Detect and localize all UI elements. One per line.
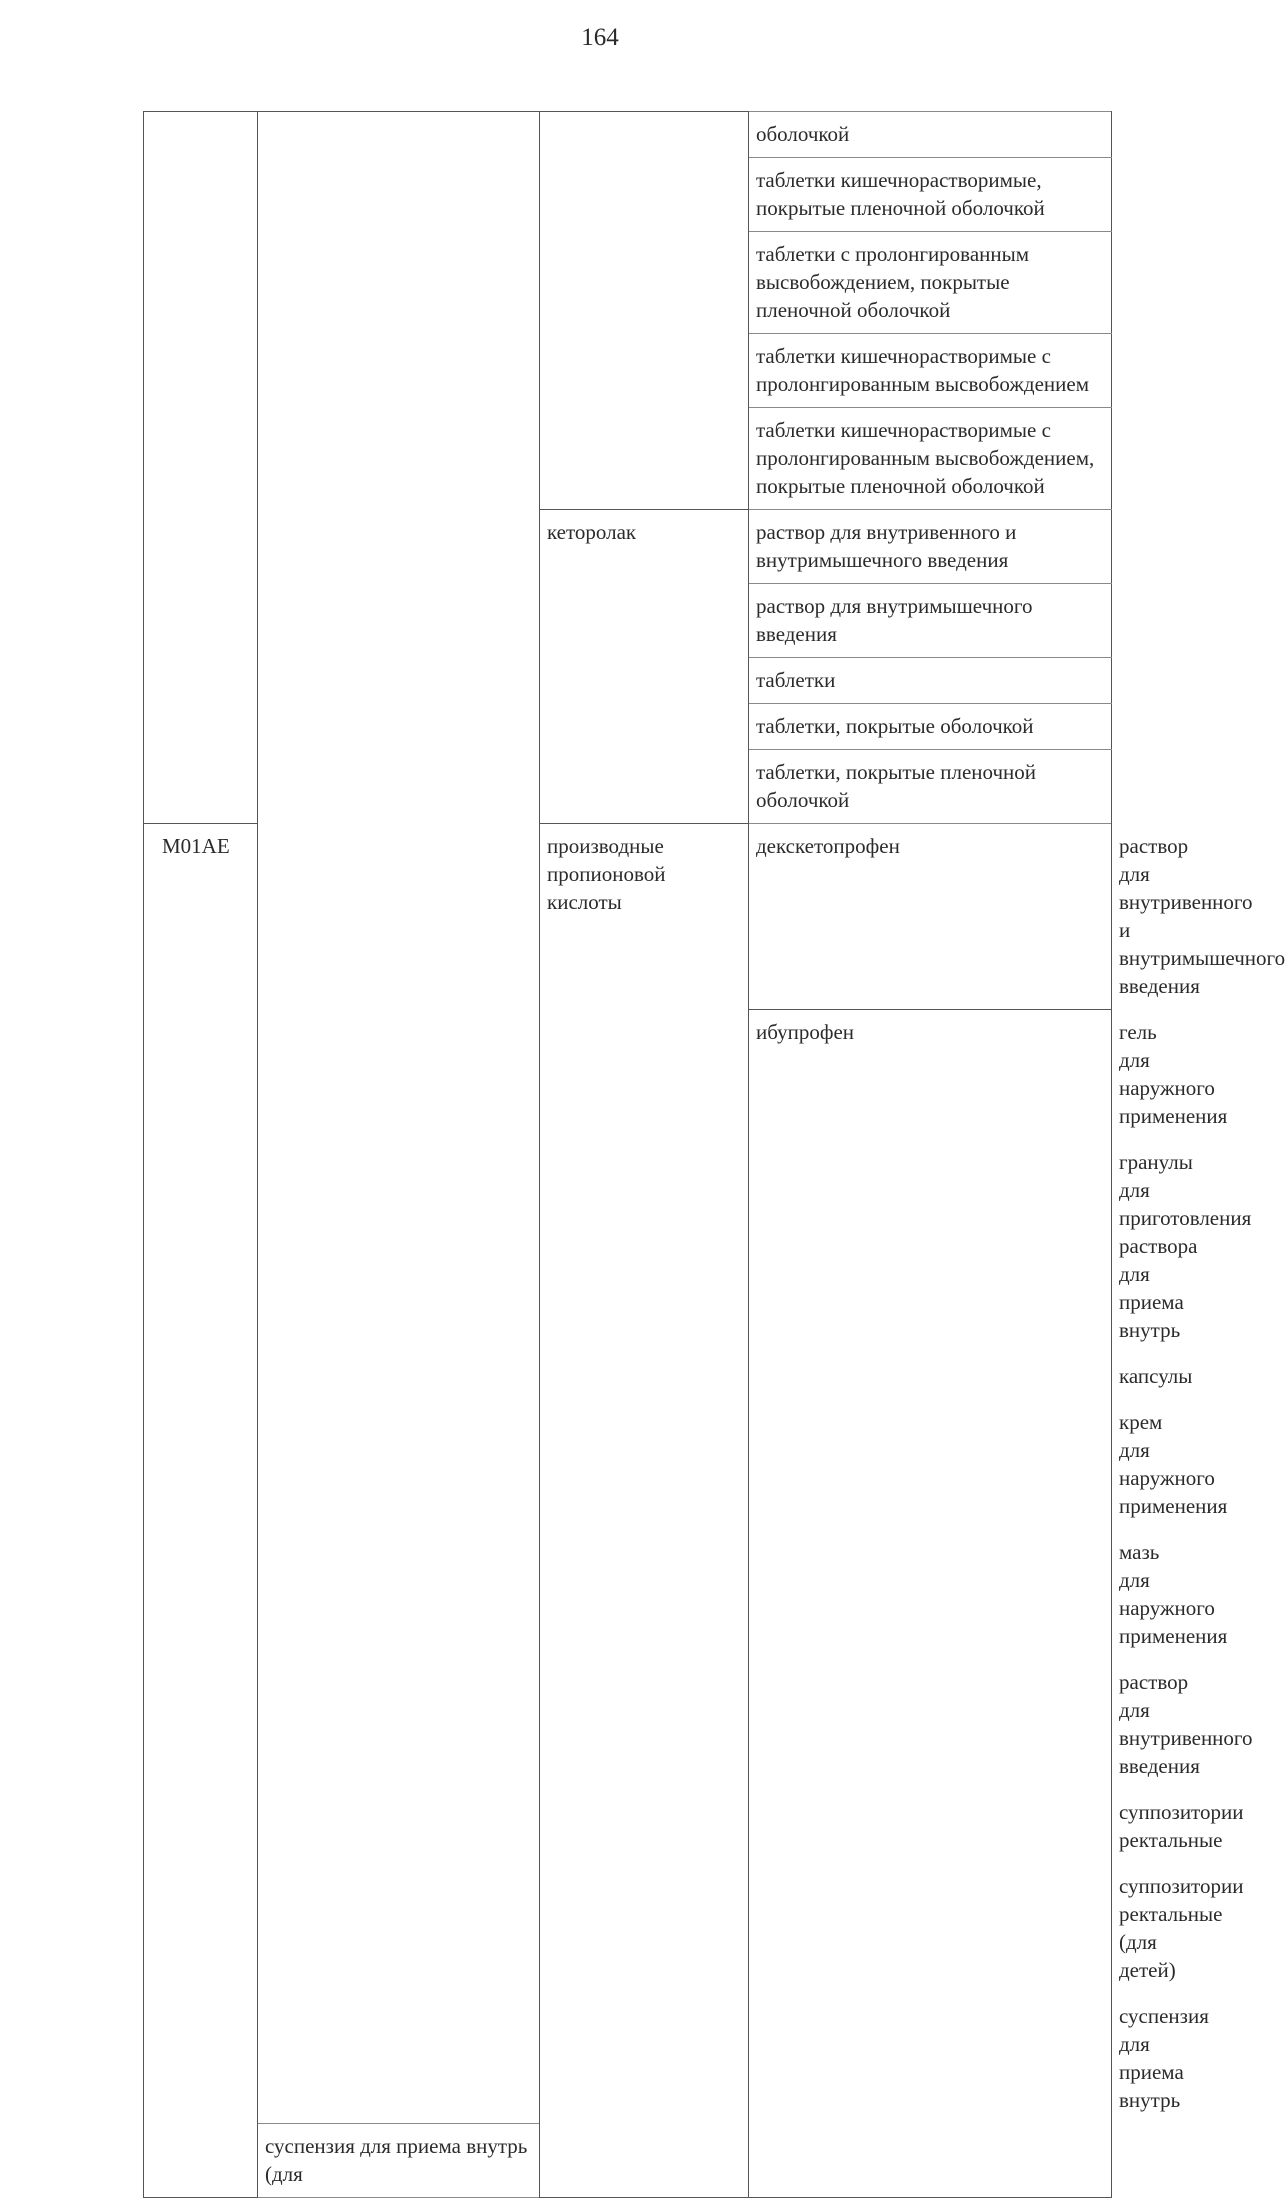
dosage-form-cell: раствор для внутривенного и внутримышечного введения bbox=[749, 510, 1112, 584]
table-row: ибупрофен гель для наружного применения bbox=[144, 1010, 1112, 1140]
group-name-cell bbox=[258, 112, 540, 2124]
dosage-form-cell: раствор для внутримышечного введения bbox=[749, 584, 1112, 658]
table-row: суппозитории ректальные (для детей) bbox=[1119, 1874, 1244, 1982]
drug-name-cell bbox=[540, 112, 749, 510]
drug-table bbox=[143, 111, 1285, 2198]
dosage-form-cell: таблетки с пролонгированным высвобождением, покрытые пленочной оболочкой bbox=[749, 232, 1112, 334]
dosage-form-cell: суспензия для приема внутрь (для bbox=[258, 2124, 540, 2198]
drug-name-cell: кеторолак bbox=[540, 510, 749, 824]
table-row: раствор для внутривенного введения bbox=[1119, 1670, 1253, 1778]
dosage-form-cell: таблетки, покрытые оболочкой bbox=[749, 704, 1112, 750]
page-number: 164 bbox=[581, 24, 619, 51]
dosage-form-cell: таблетки кишечнорастворимые с пролонгированным высвобождением bbox=[749, 334, 1112, 408]
table-row: крем для наружного применения bbox=[1119, 1410, 1228, 1518]
table-row bbox=[144, 112, 1112, 158]
table-row: мазь для наружного применения bbox=[1119, 1540, 1228, 1648]
table-row: капсулы bbox=[1119, 1364, 1193, 1388]
table-row: M01AE производные пропионовой кислоты декскетопрофен раствор для внутривенного и внутримышечного введения bbox=[144, 824, 1112, 1010]
dosage-form-cell: таблетки bbox=[749, 658, 1112, 704]
table-row: суппозитории ректальные bbox=[1119, 1800, 1244, 1852]
drug-name-cell: ибупрофен bbox=[749, 1010, 1112, 2198]
dosage-form-cell: таблетки кишечнорастворимые, покрытые пленочной оболочкой bbox=[749, 158, 1112, 232]
atc-code-cell: M01AE bbox=[144, 824, 258, 2198]
dosage-form-cell: оболочкой bbox=[749, 112, 1112, 158]
drug-name-cell: декскетопрофен bbox=[749, 824, 1112, 1010]
atc-code-cell bbox=[144, 112, 258, 824]
table-row: гранулы для приготовления раствора для приема внутрь bbox=[1119, 1150, 1252, 1342]
table-row: суспензия для приема внутрь bbox=[1119, 2004, 1209, 2112]
dosage-form-cell: таблетки кишечнорастворимые с пролонгированным высвобождением, покрытые пленочной оболочкой bbox=[749, 408, 1112, 510]
dosage-form-cell: таблетки, покрытые пленочной оболочкой bbox=[749, 750, 1112, 824]
group-name-cell: производные пропионовой кислоты bbox=[540, 824, 749, 2198]
